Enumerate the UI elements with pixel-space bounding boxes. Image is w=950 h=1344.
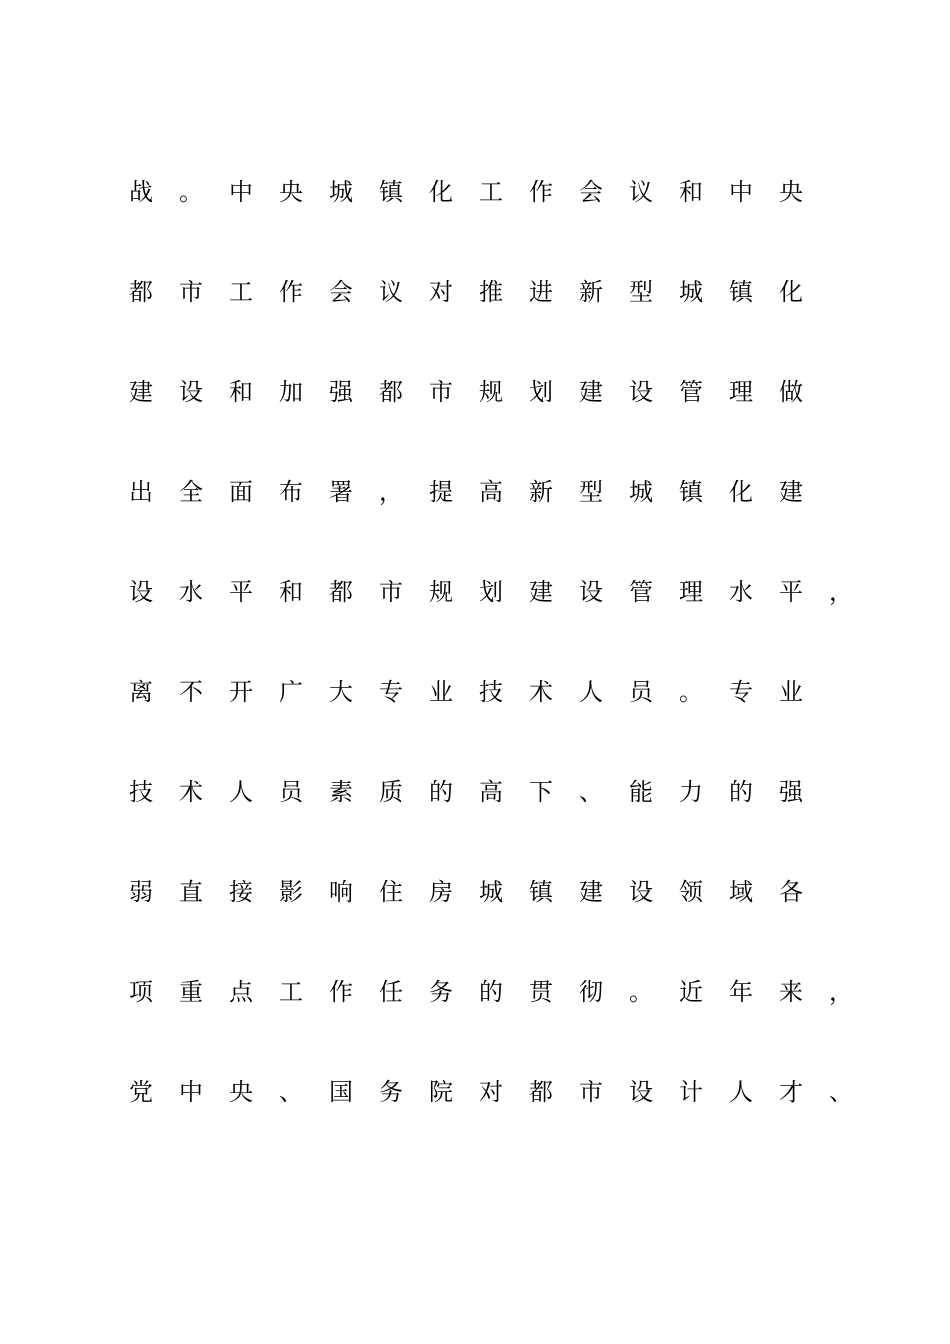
text-char: 、 bbox=[829, 1078, 853, 1106]
text-char: 。 bbox=[679, 678, 703, 706]
text-char: 化 bbox=[429, 178, 453, 206]
text-char: 房 bbox=[429, 878, 453, 906]
text-char: 和 bbox=[679, 178, 703, 206]
text-char: 接 bbox=[229, 878, 253, 906]
text-char: 术 bbox=[179, 778, 203, 806]
text-char: 质 bbox=[379, 778, 403, 806]
text-char: 和 bbox=[279, 578, 303, 606]
text-line bbox=[129, 970, 889, 1070]
text-char: 任 bbox=[379, 978, 403, 1006]
text-char: ， bbox=[379, 478, 403, 506]
text-char: 专 bbox=[379, 678, 403, 706]
text-char: 设 bbox=[579, 578, 603, 606]
text-char: 市 bbox=[379, 578, 403, 606]
text-char: 技 bbox=[479, 678, 503, 706]
text-char: 化 bbox=[729, 478, 753, 506]
text-char: 务 bbox=[379, 1078, 403, 1106]
text-char: 城 bbox=[479, 878, 503, 906]
text-char: 强 bbox=[329, 378, 353, 406]
text-char: 城 bbox=[329, 178, 353, 206]
text-char: 的 bbox=[729, 778, 753, 806]
text-char: 推 bbox=[479, 278, 503, 306]
text-char: 响 bbox=[329, 878, 353, 906]
text-char: 贯 bbox=[529, 978, 553, 1006]
text-char: 设 bbox=[629, 878, 653, 906]
text-char: 中 bbox=[729, 178, 753, 206]
text-char: 住 bbox=[379, 878, 403, 906]
text-char: 央 bbox=[279, 178, 303, 206]
text-char: 规 bbox=[479, 378, 503, 406]
text-line bbox=[129, 670, 889, 770]
text-char: 中 bbox=[179, 1078, 203, 1106]
text-char: 理 bbox=[729, 378, 753, 406]
text-char: 新 bbox=[529, 478, 553, 506]
text-line bbox=[129, 170, 889, 270]
text-char: 型 bbox=[629, 278, 653, 306]
text-char: 。 bbox=[179, 178, 203, 206]
text-char: 工 bbox=[279, 978, 303, 1006]
text-char: 近 bbox=[679, 978, 703, 1006]
text-char: 加 bbox=[279, 378, 303, 406]
text-char: 素 bbox=[329, 778, 353, 806]
text-char: 人 bbox=[579, 678, 603, 706]
text-char: 全 bbox=[179, 478, 203, 506]
text-char: 市 bbox=[579, 1078, 603, 1106]
text-char: 水 bbox=[729, 578, 753, 606]
text-char: 弱 bbox=[129, 878, 153, 906]
text-char: 设 bbox=[629, 1078, 653, 1106]
text-char: 镇 bbox=[679, 478, 703, 506]
text-char: 大 bbox=[329, 678, 353, 706]
text-char: 域 bbox=[729, 878, 753, 906]
text-char: 人 bbox=[729, 1078, 753, 1106]
text-char: 才 bbox=[779, 1078, 803, 1106]
text-char: 议 bbox=[629, 178, 653, 206]
text-char: 不 bbox=[179, 678, 203, 706]
text-char: 议 bbox=[379, 278, 403, 306]
text-char: 来 bbox=[779, 978, 803, 1006]
text-char: 都 bbox=[129, 278, 153, 306]
text-char: 计 bbox=[679, 1078, 703, 1106]
text-char: 都 bbox=[529, 1078, 553, 1106]
text-char: 建 bbox=[529, 578, 553, 606]
text-char: 理 bbox=[679, 578, 703, 606]
text-char: 工 bbox=[229, 278, 253, 306]
text-char: 中 bbox=[229, 178, 253, 206]
text-char: 员 bbox=[279, 778, 303, 806]
text-char: 划 bbox=[479, 578, 503, 606]
text-char: 城 bbox=[679, 278, 703, 306]
text-char: 、 bbox=[579, 778, 603, 806]
text-char: 国 bbox=[329, 1078, 353, 1106]
text-char: 员 bbox=[629, 678, 653, 706]
text-char: 广 bbox=[279, 678, 303, 706]
text-char: 能 bbox=[629, 778, 653, 806]
text-char: 各 bbox=[779, 878, 803, 906]
text-char: 力 bbox=[679, 778, 703, 806]
text-char: 对 bbox=[429, 278, 453, 306]
text-line bbox=[129, 870, 889, 970]
text-char: 城 bbox=[629, 478, 653, 506]
text-char: ， bbox=[829, 578, 853, 606]
text-char: 型 bbox=[579, 478, 603, 506]
text-char: 建 bbox=[579, 878, 603, 906]
text-line bbox=[129, 370, 889, 470]
text-char: 管 bbox=[629, 578, 653, 606]
text-char: 提 bbox=[429, 478, 453, 506]
text-char: 和 bbox=[229, 378, 253, 406]
text-char: 央 bbox=[229, 1078, 253, 1106]
text-char: 直 bbox=[179, 878, 203, 906]
text-char: 开 bbox=[229, 678, 253, 706]
text-char: 建 bbox=[579, 378, 603, 406]
text-char: 下 bbox=[529, 778, 553, 806]
text-char: 面 bbox=[229, 478, 253, 506]
text-char: 领 bbox=[679, 878, 703, 906]
text-char: 、 bbox=[279, 1078, 303, 1106]
text-line bbox=[129, 770, 889, 870]
text-char: 规 bbox=[429, 578, 453, 606]
text-char: 布 bbox=[279, 478, 303, 506]
text-char: 都 bbox=[379, 378, 403, 406]
text-char: 市 bbox=[179, 278, 203, 306]
text-char: 项 bbox=[129, 978, 153, 1006]
text-char: 彻 bbox=[579, 978, 603, 1006]
text-char: 设 bbox=[129, 578, 153, 606]
text-char: 作 bbox=[529, 178, 553, 206]
text-char: 离 bbox=[129, 678, 153, 706]
text-char: 镇 bbox=[729, 278, 753, 306]
text-char: 高 bbox=[479, 778, 503, 806]
text-char: 会 bbox=[329, 278, 353, 306]
text-char: 设 bbox=[629, 378, 653, 406]
text-char: 做 bbox=[779, 378, 803, 406]
text-char: 进 bbox=[529, 278, 553, 306]
text-char: 高 bbox=[479, 478, 503, 506]
text-char: 术 bbox=[529, 678, 553, 706]
text-char: 的 bbox=[479, 978, 503, 1006]
text-char: 平 bbox=[229, 578, 253, 606]
text-char: 央 bbox=[779, 178, 803, 206]
text-char: 设 bbox=[179, 378, 203, 406]
text-char: 都 bbox=[329, 578, 353, 606]
text-char: 点 bbox=[229, 978, 253, 1006]
text-char: 划 bbox=[529, 378, 553, 406]
text-char: 对 bbox=[479, 1078, 503, 1106]
text-char: 业 bbox=[779, 678, 803, 706]
text-char: 党 bbox=[129, 1078, 153, 1106]
text-char: 的 bbox=[429, 778, 453, 806]
text-line bbox=[129, 570, 889, 670]
text-char: 水 bbox=[179, 578, 203, 606]
text-char: 人 bbox=[229, 778, 253, 806]
text-char: 工 bbox=[479, 178, 503, 206]
text-char: 出 bbox=[129, 478, 153, 506]
text-char: 业 bbox=[429, 678, 453, 706]
text-char: 作 bbox=[329, 978, 353, 1006]
text-char: 重 bbox=[179, 978, 203, 1006]
text-char: 镇 bbox=[379, 178, 403, 206]
text-line bbox=[129, 470, 889, 570]
text-char: 建 bbox=[779, 478, 803, 506]
text-char: 化 bbox=[779, 278, 803, 306]
text-char: 院 bbox=[429, 1078, 453, 1106]
text-char: 新 bbox=[579, 278, 603, 306]
text-char: 影 bbox=[279, 878, 303, 906]
text-char: ， bbox=[829, 978, 853, 1006]
text-char: 管 bbox=[679, 378, 703, 406]
text-char: 务 bbox=[429, 978, 453, 1006]
text-char: 署 bbox=[329, 478, 353, 506]
text-char: 平 bbox=[779, 578, 803, 606]
text-char: 会 bbox=[579, 178, 603, 206]
text-char: 强 bbox=[779, 778, 803, 806]
text-line bbox=[129, 1070, 889, 1170]
text-char: 专 bbox=[729, 678, 753, 706]
text-char: 。 bbox=[629, 978, 653, 1006]
text-line bbox=[129, 270, 889, 370]
text-char: 技 bbox=[129, 778, 153, 806]
text-char: 作 bbox=[279, 278, 303, 306]
text-char: 建 bbox=[129, 378, 153, 406]
text-char: 战 bbox=[129, 178, 153, 206]
text-char: 镇 bbox=[529, 878, 553, 906]
text-char: 年 bbox=[729, 978, 753, 1006]
body-text bbox=[129, 170, 889, 1170]
text-char: 市 bbox=[429, 378, 453, 406]
